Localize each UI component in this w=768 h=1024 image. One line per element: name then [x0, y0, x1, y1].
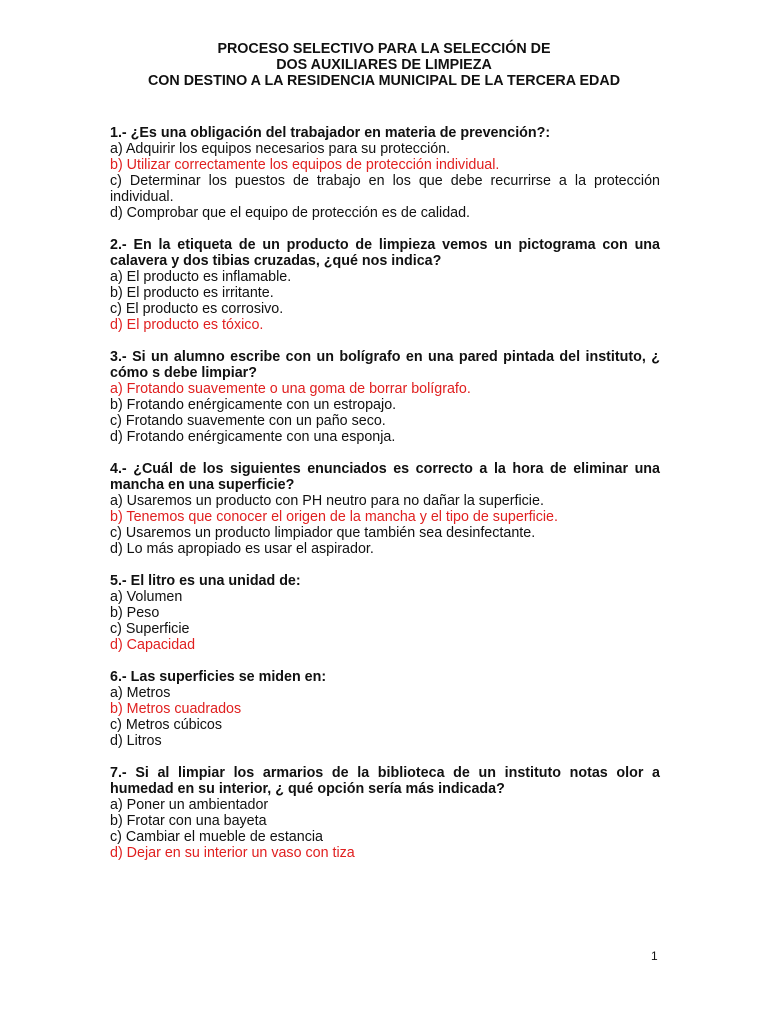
question-3-text: 3.- Si un alumno escribe con un bolígrafo en una pared pintada del instituto, ¿ cómo s debe limpiar? [110, 349, 660, 381]
question-5-option-b: b) Peso [110, 605, 160, 621]
question-2-option-d: d) El producto es tóxico. [110, 317, 264, 333]
question-2-text: 2.- En la etiqueta de un producto de limpieza vemos un pictograma con una calavera y dos tibias cruzadas, ¿qué nos indica? [110, 237, 660, 269]
question-3 [110, 349, 660, 445]
header-line-3: CON DESTINO A LA RESIDENCIA MUNICIPAL DE LA TERCERA EDAD [147, 73, 621, 89]
page-number: 1 [651, 949, 658, 963]
question-4-option-d: d) Lo más apropiado es usar el aspirador. [110, 541, 374, 557]
question-3-option-d: d) Frotando enérgicamente con una esponja. [110, 429, 396, 445]
question-3-option-c: c) Frotando suavemente con un paño seco. [110, 413, 386, 429]
question-7-option-b: b) Frotar con una bayeta [110, 813, 267, 829]
document-header [0, 41, 768, 89]
question-6-option-c: c) Metros cúbicos [110, 717, 223, 733]
question-4-text: 4.- ¿Cuál de los siguientes enunciados es correcto a la hora de eliminar una mancha en una superficie? [110, 461, 660, 493]
question-5-option-a: a) Volumen [110, 589, 183, 605]
question-2-option-a: a) El producto es inflamable. [110, 269, 292, 285]
question-1-option-c: c) Determinar los puestos de trabajo en los que debe recurrirse a la protección individual. [110, 173, 660, 205]
header-line-2: DOS AUXILIARES DE LIMPIEZA [276, 57, 492, 73]
question-1 [110, 125, 660, 221]
question-5-text: 5.- El litro es una unidad de: [110, 573, 301, 589]
question-7-text: 7.- Si al limpiar los armarios de la biblioteca de un instituto notas olor a humedad en su interior, ¿ qué opción sería más indicada? [110, 765, 660, 797]
question-1-option-d: d) Comprobar que el equipo de protección es de calidad. [110, 205, 471, 221]
question-7-option-a: a) Poner un ambientador [110, 797, 269, 813]
question-4-option-c: c) Usaremos un producto limpiador que también sea desinfectante. [110, 525, 536, 541]
question-2-option-b: b) El producto es irritante. [110, 285, 274, 301]
question-1-option-b: b) Utilizar correctamente los equipos de protección individual. [110, 157, 500, 173]
question-5-option-d: d) Capacidad [110, 637, 196, 653]
question-1-option-a: a) Adquirir los equipos necesarios para su protección. [110, 141, 451, 157]
question-4-option-b: b) Tenemos que conocer el origen de la mancha y el tipo de superficie. [110, 509, 558, 525]
question-1-text: 1.- ¿Es una obligación del trabajador en materia de prevención?: [110, 125, 551, 141]
question-7-option-d: d) Dejar en su interior un vaso con tiza [110, 845, 355, 861]
question-2-option-c: c) El producto es corrosivo. [110, 301, 284, 317]
question-6-option-a: a) Metros [110, 685, 171, 701]
question-6-option-b: b) Metros cuadrados [110, 701, 242, 717]
question-2 [110, 237, 660, 333]
question-7-option-c: c) Cambiar el mueble de estancia [110, 829, 323, 845]
question-7 [110, 765, 660, 861]
header-line-1: PROCESO SELECTIVO PARA LA SELECCIÓN DE [217, 41, 551, 57]
question-6 [110, 669, 660, 749]
question-list [110, 125, 660, 877]
question-6-option-d: d) Litros [110, 733, 162, 749]
question-6-text: 6.- Las superficies se miden en: [110, 669, 327, 685]
question-5 [110, 573, 660, 653]
question-3-option-a: a) Frotando suavemente o una goma de borrar bolígrafo. [110, 381, 471, 397]
question-4 [110, 461, 660, 557]
question-5-option-c: c) Superficie [110, 621, 190, 637]
question-4-option-a: a) Usaremos un producto con PH neutro para no dañar la superficie. [110, 493, 544, 509]
question-3-option-b: b) Frotando enérgicamente con un estropajo. [110, 397, 397, 413]
